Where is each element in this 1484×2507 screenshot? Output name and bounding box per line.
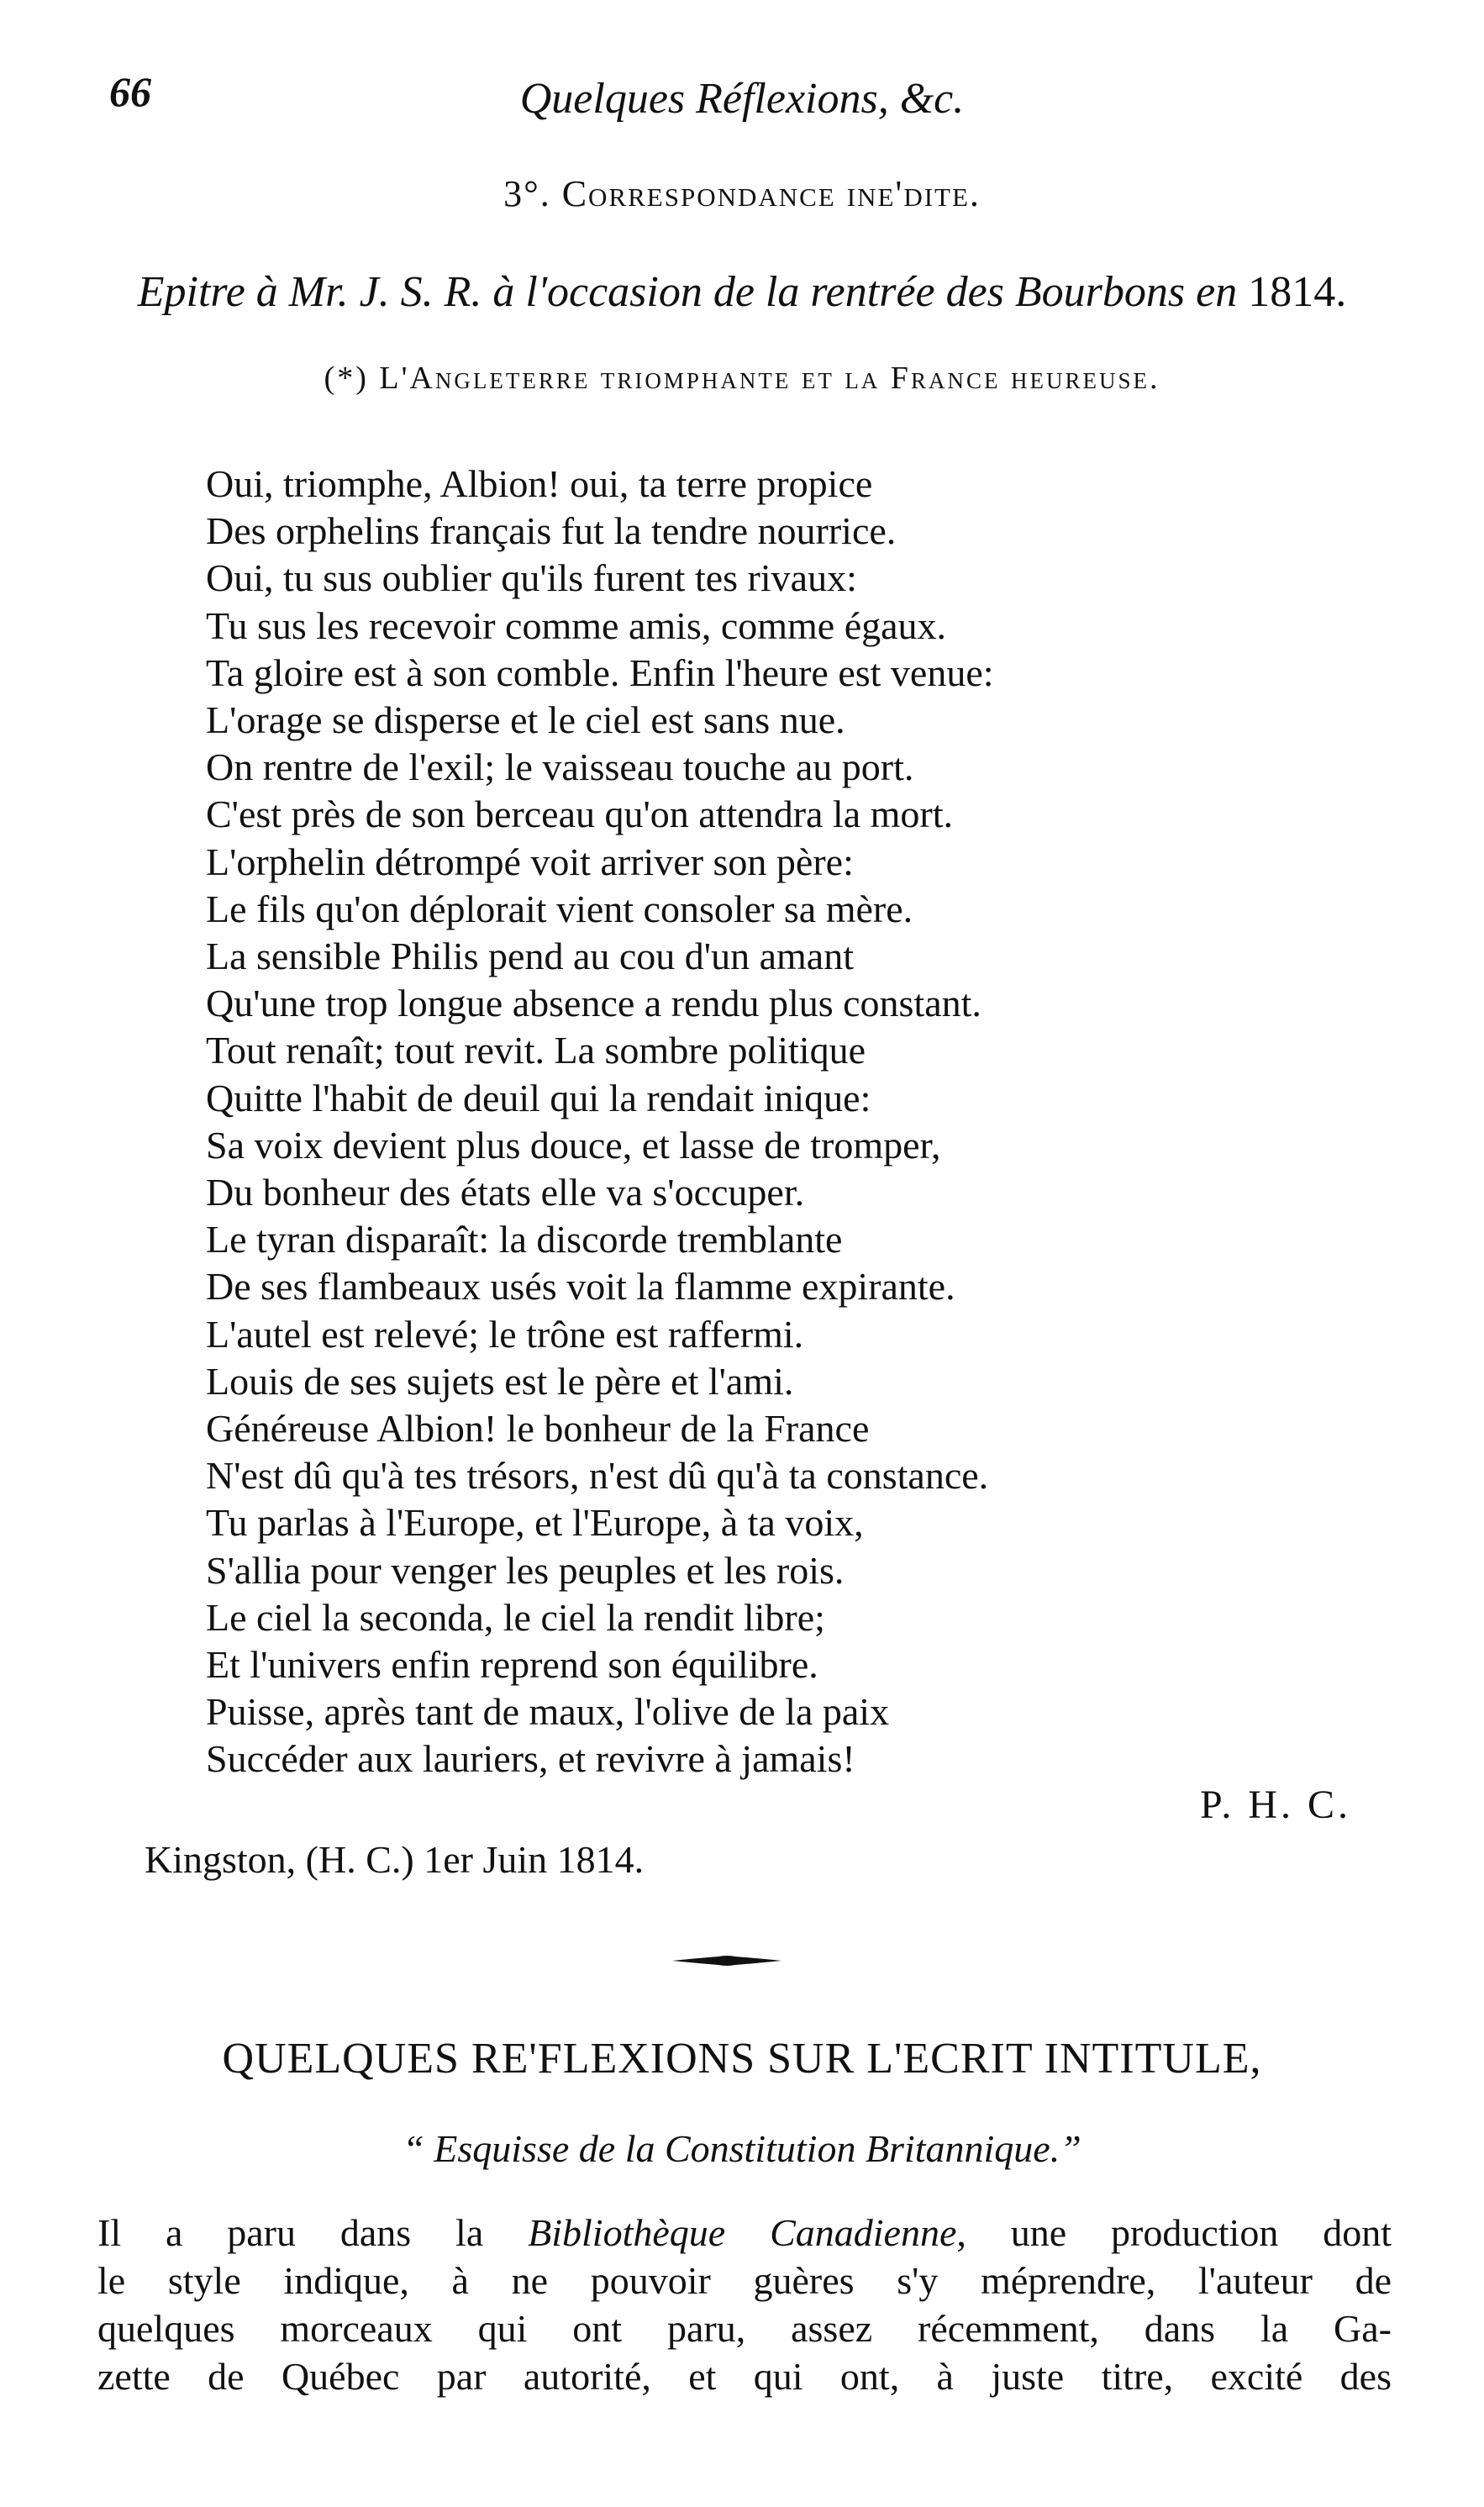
poem-line: L'orage se disperse et le ciel est sans nue.: [206, 698, 845, 742]
body-text-run: le style indique, à ne pouvoir guères s'y méprendre, l'auteur de: [97, 2259, 1392, 2302]
poem-line: S'allia pour venger les peuples et les rois.: [206, 1548, 845, 1592]
poem-line: Tout renaît; tout revit. La sombre politique: [206, 1029, 866, 1072]
poem-line: Ta gloire est à son comble. Enfin l'heure est venue:: [206, 650, 994, 694]
poem-line: Louis de ses sujets est le père et l'ami.: [206, 1359, 794, 1403]
poem-line: Le tyran disparaît: la discorde tremblante: [206, 1218, 843, 1261]
poem-line: Quitte l'habit de deuil qui la rendait inique:: [206, 1076, 871, 1119]
poem-line: Généreuse Albion! le bonheur de la France: [206, 1407, 870, 1451]
section-heading: 3°. Correspondance ine'dite.: [503, 173, 981, 214]
body-text-run: quelques morceaux qui ont paru, assez récemment, dans la Ga-: [97, 2307, 1392, 2350]
poem-line: Tu parlas à l'Europe, et l'Europe, à ta voix,: [206, 1501, 864, 1545]
body-text-run: zette de Québec par autorité, et qui ont, à juste titre, excité des: [97, 2355, 1392, 2398]
article-heading: QUELQUES RE'FLEXIONS SUR L'ECRIT INTITULE,: [222, 2035, 1262, 2083]
poem-line: Tu sus les recevoir comme amis, comme égaux.: [206, 603, 947, 647]
body-line: [97, 2304, 1392, 2352]
poem-line: Des orphelins français fut la tendre nourrice.: [206, 509, 897, 553]
page-number: 66: [109, 68, 151, 115]
poem-line: On rentre de l'exil; le vaisseau touche au port.: [206, 745, 914, 789]
poem-line: De ses flambeaux usés voit la flamme expirante.: [206, 1265, 955, 1309]
epitre-year: 1814.: [1248, 268, 1347, 316]
poem-line: Oui, triomphe, Albion! oui, ta terre propice: [206, 462, 873, 505]
poem-title: (*) L'Angleterre triomphante et la France heureuse.: [324, 361, 1160, 396]
poem-line: Oui, tu sus oublier qu'ils furent tes rivaux:: [206, 556, 857, 600]
running-title: Quelques Réflexions, &c.: [519, 75, 965, 123]
poem-line: Du bonheur des états elle va s'occuper.: [206, 1171, 805, 1214]
poem-line: Le ciel la seconda, le ciel la rendit libre;: [206, 1595, 825, 1639]
dateline: Kingston, (H. C.) 1er Juin 1814.: [145, 1838, 645, 1881]
body-line: [97, 2209, 1392, 2257]
poem-line: L'orphelin détrompé voit arriver son père:: [206, 840, 854, 883]
epitre-title: [0, 267, 1484, 317]
article-subheading: “ Esquisse de la Constitution Britannique.”: [403, 2127, 1081, 2170]
poem-line: Le fils qu'on déplorait vient consoler sa mère.: [206, 887, 913, 930]
ornamental-divider: [672, 1955, 781, 1967]
body-text-run: , une production dont: [956, 2211, 1392, 2254]
body-text-run: Il a paru dans la: [97, 2211, 529, 2254]
body-line: [97, 2352, 1392, 2400]
body-line: [97, 2257, 1392, 2304]
italic-title: Bibliothèque Canadienne: [528, 2211, 957, 2254]
poem-line: Succéder aux lauriers, et revivre à jamais!: [206, 1737, 855, 1781]
poem-line: Puisse, après tant de maux, l'olive de la paix: [206, 1690, 890, 1734]
poem-line: Et l'univers enfin reprend son équilibre.: [206, 1643, 818, 1687]
poem-line: N'est dû qu'à tes trésors, n'est dû qu'à ta constance.: [206, 1454, 989, 1498]
epitre-text: Epitre à Mr. J. S. R. à l'occasion de la rentrée des Bourbons en: [137, 268, 1238, 316]
poem-line: C'est près de son berceau qu'on attendra la mort.: [206, 793, 954, 836]
poem-line: L'autel est relevé; le trône est raffermi.: [206, 1312, 804, 1356]
signature: P. H. C.: [1199, 1783, 1351, 1827]
poem-line: Sa voix devient plus douce, et lasse de tromper,: [206, 1123, 941, 1167]
poem-line: La sensible Philis pend au cou d'un amant: [206, 935, 854, 978]
article-body: [97, 2209, 1392, 2400]
poem-line: Qu'une trop longue absence a rendu plus constant.: [206, 982, 981, 1025]
poem: [206, 461, 994, 1783]
